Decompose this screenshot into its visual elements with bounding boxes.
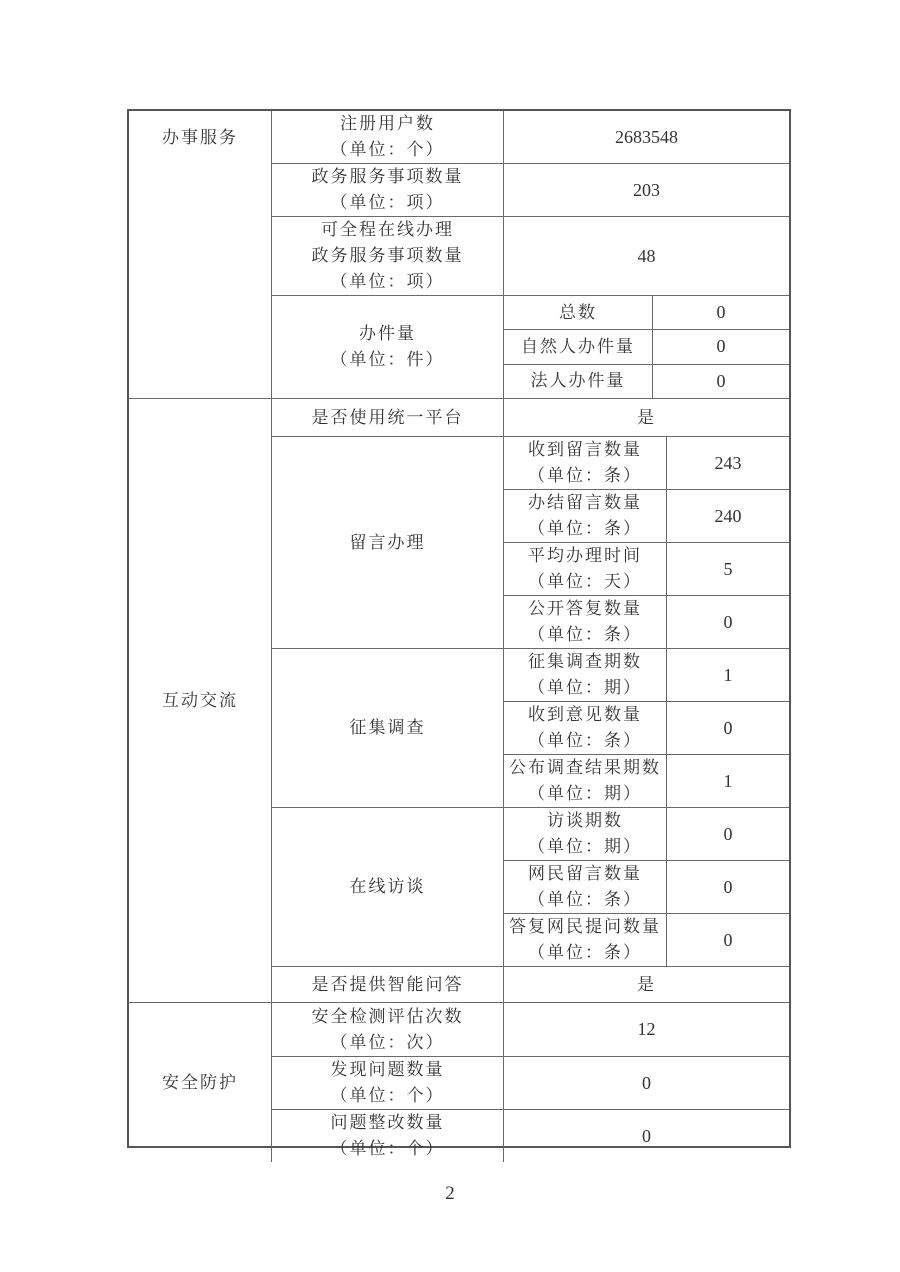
category-label: 办事服务 — [162, 128, 238, 147]
submetric-label: 网民留言数量 （单位：条） — [504, 861, 667, 913]
metric-value: 0 — [642, 1125, 651, 1146]
page-number: 2 — [445, 1183, 455, 1204]
table-row — [272, 1003, 789, 1056]
metric-label: 问题整改数量 （单位：个） — [272, 1110, 504, 1162]
metric-label: 发现问题数量 （单位：个） — [272, 1057, 504, 1109]
submetric-value: 0 — [723, 876, 733, 897]
category-label: 安全防护 — [162, 1072, 238, 1092]
submetric-value: 0 — [723, 823, 733, 844]
table-row — [272, 163, 789, 216]
metric-label: 安全检测评估次数 （单位：次） — [272, 1003, 504, 1056]
submetric-value: 0 — [716, 370, 726, 391]
category-cell — [129, 399, 272, 1002]
submetric-label: 法人办件量 — [504, 365, 653, 398]
category-cell — [129, 1003, 272, 1162]
metric-label: 在线访谈 — [272, 808, 504, 966]
submetric-label: 收到意见数量 （单位：条） — [504, 702, 667, 754]
table-row — [272, 1056, 789, 1109]
metric-label: 征集调查 — [272, 649, 504, 807]
table-row — [272, 216, 789, 295]
table-subrow — [504, 437, 789, 489]
submetric-label: 收到留言数量 （单位：条） — [504, 437, 667, 489]
submetric-label: 总数 — [504, 296, 653, 329]
metric-label-line: 政务服务事项数量 — [311, 167, 464, 186]
metric-unit-line: （单位：项） — [330, 272, 445, 291]
table-subrow — [504, 595, 789, 648]
table-subrow — [504, 649, 789, 701]
section-anquan-fanghu — [129, 1002, 789, 1162]
submetric-label: 公布调查结果期数 （单位：期） — [504, 755, 667, 807]
metric-value: 203 — [633, 179, 660, 200]
metric-value: 是 — [637, 407, 656, 427]
submetric-value: 0 — [716, 336, 726, 357]
submetric-value: 1 — [723, 664, 733, 685]
metric-value: 48 — [637, 245, 656, 266]
table-row — [272, 436, 789, 648]
report-table — [127, 109, 791, 1158]
metric-label — [272, 296, 504, 398]
metric-label: 是否提供智能问答 — [272, 967, 504, 1002]
submetric-value: 0 — [716, 302, 726, 323]
submetric-label: 访谈期数 （单位：期） — [504, 808, 667, 860]
section-hudong-jiaoliu — [129, 398, 789, 1002]
metric-label — [272, 164, 504, 216]
metric-value: 2683548 — [615, 126, 678, 147]
table-row — [272, 807, 789, 966]
submetric-label: 答复网民提问数量 （单位：条） — [504, 914, 667, 966]
submetric-value: 0 — [723, 611, 733, 632]
metric-label-line: 办件量 — [359, 324, 416, 343]
category-cell — [129, 111, 272, 398]
metric-label: 是否使用统一平台 — [272, 399, 504, 436]
submetric-value: 0 — [723, 929, 733, 950]
metric-value: 12 — [637, 1019, 656, 1039]
table-subrow — [504, 296, 789, 329]
table-row — [272, 399, 789, 436]
category-label: 互动交流 — [162, 690, 238, 710]
submetric-value: 5 — [723, 558, 733, 579]
table-row — [272, 295, 789, 398]
metric-value: 是 — [637, 974, 656, 994]
table-row — [272, 966, 789, 1002]
metric-unit-line: （单位：项） — [330, 193, 445, 212]
submetric-label: 征集调查期数 （单位：期） — [504, 649, 667, 701]
metric-label — [272, 111, 504, 163]
table-subrow — [504, 701, 789, 754]
submetric-value: 243 — [714, 452, 742, 473]
section-banshi-fuwu — [129, 111, 789, 398]
submetric-value: 1 — [723, 770, 733, 791]
metric-label — [272, 217, 504, 295]
table-subrow — [504, 913, 789, 966]
table-subrow — [504, 754, 789, 807]
submetric-value: 0 — [723, 717, 733, 738]
metric-unit-line: （单位：个） — [330, 140, 445, 159]
submetric-value: 240 — [714, 505, 742, 526]
metric-label-line: 可全程在线办理 — [321, 220, 454, 239]
table-subrow — [504, 329, 789, 363]
table-subrow — [504, 489, 789, 542]
metric-value: 0 — [642, 1072, 651, 1093]
metric-unit-line: （单位：件） — [330, 350, 445, 369]
metric-label-line: 注册用户数 — [340, 114, 435, 133]
submetric-label: 公开答复数量 （单位：条） — [504, 596, 667, 648]
table-subrow — [504, 542, 789, 595]
table-row — [272, 648, 789, 807]
table-subrow — [504, 808, 789, 860]
table-subrow — [504, 860, 789, 913]
table-row — [272, 1109, 789, 1162]
submetric-label: 办结留言数量 （单位：条） — [504, 490, 667, 542]
submetric-label: 平均办理时间 （单位：天） — [504, 543, 667, 595]
table-row — [272, 111, 789, 163]
metric-label: 留言办理 — [272, 437, 504, 648]
submetric-label: 自然人办件量 — [504, 330, 653, 363]
metric-label-line: 政务服务事项数量 — [311, 246, 464, 265]
table-subrow — [504, 364, 789, 398]
